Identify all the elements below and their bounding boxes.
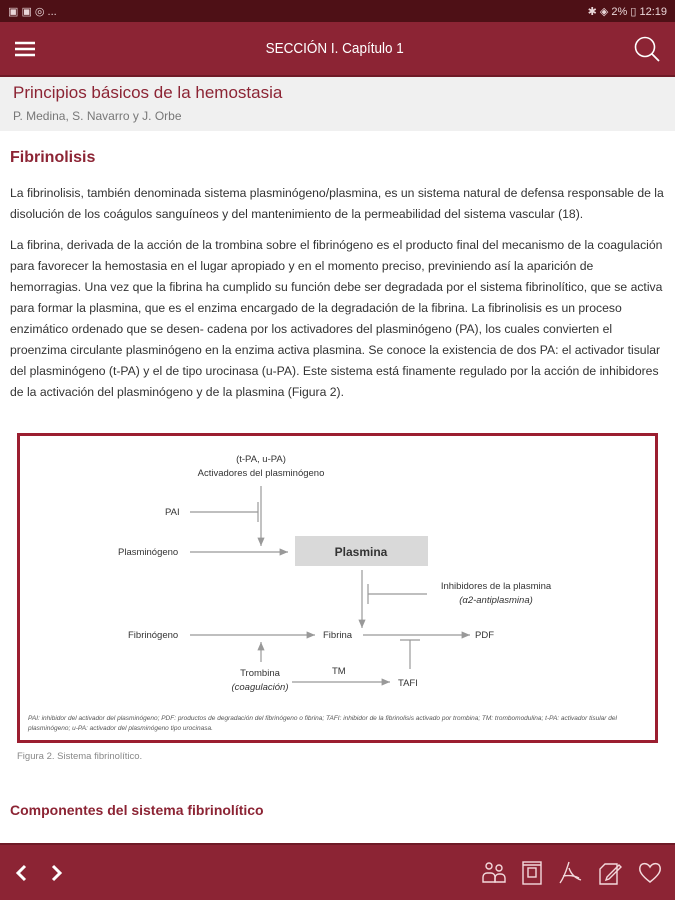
- label-fibrin: Fibrina: [323, 630, 353, 641]
- chapter-title: Principios básicos de la hemostasia: [13, 83, 283, 102]
- chapter-header: [0, 77, 675, 131]
- authors-icon[interactable]: [481, 860, 507, 886]
- previous-icon[interactable]: [12, 862, 32, 884]
- figure-2-diagram: [17, 433, 658, 743]
- article-content: [0, 149, 675, 818]
- status-bar: [0, 0, 675, 22]
- label-plasmin: Plasmina: [334, 545, 388, 559]
- book-icon[interactable]: [521, 860, 543, 886]
- figure-caption: Figura 2. Sistema fibrinolítico.: [17, 751, 143, 762]
- label-pai: PAI: [165, 507, 180, 518]
- label-thrombin: Trombina: [240, 668, 280, 679]
- app-title: SECCIÓN I. Capítulo 1: [265, 40, 404, 57]
- label-activators: (t-PA, u-PA): [236, 454, 286, 465]
- figure-legend: PAI: inhibidor del activador del plasminógeno; PDF: productos de degradación del fibrinógeno o fibrina; TAFI: inhibidor de la fibrinolisis activado por trombina; TM: trombomodulina; t-PA: activador tisular del plasminógeno; u-PA: activador del plasminógeno tipo urocinasa.: [28, 715, 617, 732]
- favorite-icon[interactable]: [637, 860, 663, 886]
- pdf-icon[interactable]: [557, 860, 583, 886]
- label-tafi: TAFI: [398, 678, 418, 689]
- label-inhibitors-name: (α2-antiplasmina): [459, 595, 533, 606]
- label-pdf: PDF: [475, 630, 494, 641]
- search-icon[interactable]: [633, 35, 661, 63]
- paragraph: La fibrina, derivada de la acción de la trombina sobre el fibrinógeno es el producto final del mecanismo de la coagulación para favorecer la hemostasia en el lugar apropiado y en el momento preciso, previniendo así la aparición de hemorragias. Una vez que la fibrina ha cumplido su función debe ser degradada por el sistema fibrinolítico, que se activa para formar la plasmina, que es el enzima encargado de la degradación de la fibrina. La fibrinolisis es un proceso enzimático ordenado que se desen- cadena por los activadores del plasminógeno (PA), los cuales convierten el proenzima circulante plasminógeno en la enzima activa plasmina. Se conoce la existencia de dos PA: el activador tisular del plasminógeno (t-PA) y el de tipo urocinasa (u-PA). Este sistema está finamente regulado por la acción de inhibidores de la activación del plasminógeno y de la plasmina (Figura 2).: [10, 238, 663, 399]
- label-activators-name: Activadores del plasminógeno: [197, 468, 325, 479]
- menu-icon[interactable]: [14, 40, 36, 58]
- next-icon[interactable]: [46, 862, 66, 884]
- chapter-authors: P. Medina, S. Navarro y J. Orbe: [13, 109, 182, 123]
- bottom-toolbar: [0, 843, 675, 900]
- notes-icon[interactable]: [597, 860, 623, 886]
- label-coagulation: (coagulación): [231, 682, 289, 693]
- label-inhibitors: Inhibidores de la plasmina: [440, 581, 552, 592]
- label-tm: TM: [332, 666, 346, 677]
- app-bar: [0, 22, 675, 77]
- label-plasminogen: Plasminógeno: [118, 547, 179, 558]
- next-section-title: Componentes del sistema fibrinolítico: [10, 802, 264, 818]
- status-system: ✱ ◈ 2% ▯ 12:19: [587, 5, 667, 18]
- label-fibrinogen: Fibrinógeno: [128, 630, 179, 641]
- section-title: Fibrinolisis: [10, 149, 96, 166]
- status-notifications: ▣ ▣ ◎ ...: [8, 5, 57, 18]
- paragraph: La fibrinolisis, también denominada sistema plasminógeno/plasmina, es un sistema natural de defensa responsable de la disolución de los coágulos sanguíneos y del mantenimiento de la permeabilidad del sistema vascular (18).: [10, 186, 664, 221]
